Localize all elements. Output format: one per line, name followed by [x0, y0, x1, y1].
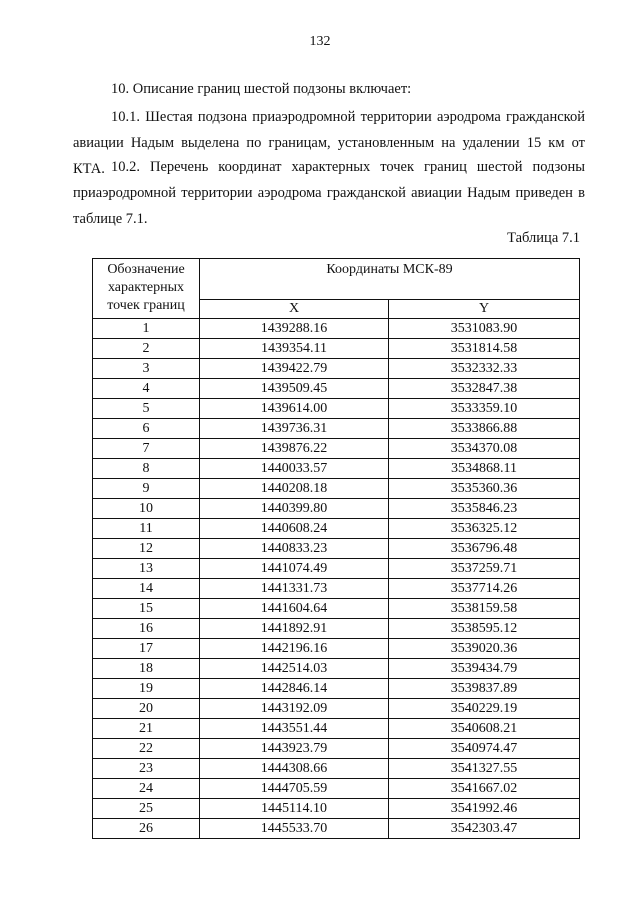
- y-coordinate-cell: 3537259.71: [389, 559, 580, 579]
- table-row: [93, 359, 580, 379]
- table-row: [93, 539, 580, 559]
- x-coordinate-cell: 1444308.66: [200, 759, 389, 779]
- y-coordinate-cell: 3539020.36: [389, 639, 580, 659]
- table-row: [93, 799, 580, 819]
- table-header-row: [93, 259, 580, 300]
- x-coordinate-cell: 1445114.10: [200, 799, 389, 819]
- table-row: [93, 819, 580, 839]
- point-id-cell: 1: [93, 319, 200, 339]
- table-row: [93, 419, 580, 439]
- point-id-cell: 25: [93, 799, 200, 819]
- paragraph-10-2: 10.2. Перечень координат характерных точек границ шестой подзоны приаэродромной территории аэродрома гражданской авиации Надым приведен в таблице 7.1.: [73, 159, 585, 227]
- table-row: [93, 479, 580, 499]
- y-coordinate-cell: 3535360.36: [389, 479, 580, 499]
- point-id-cell: 17: [93, 639, 200, 659]
- x-coordinate-cell: 1439354.11: [200, 339, 389, 359]
- x-coordinate-cell: 1439422.79: [200, 359, 389, 379]
- x-coordinate-cell: 1442196.16: [200, 639, 389, 659]
- table-row: [93, 679, 580, 699]
- table-row: [93, 459, 580, 479]
- point-id-cell: 13: [93, 559, 200, 579]
- y-coordinate-cell: 3541327.55: [389, 759, 580, 779]
- point-id-cell: 18: [93, 659, 200, 679]
- point-id-cell: 10: [93, 499, 200, 519]
- y-coordinate-cell: 3539837.89: [389, 679, 580, 699]
- point-id-cell: 22: [93, 739, 200, 759]
- table-row: [93, 659, 580, 679]
- point-id-cell: 24: [93, 779, 200, 799]
- table-body: [93, 319, 580, 839]
- point-id-cell: 6: [93, 419, 200, 439]
- y-coordinate-cell: 3537714.26: [389, 579, 580, 599]
- point-id-cell: 16: [93, 619, 200, 639]
- table-row: [93, 639, 580, 659]
- x-coordinate-cell: 1440399.80: [200, 499, 389, 519]
- header-coordinates: Координаты МСК-89: [200, 259, 580, 300]
- y-coordinate-cell: 3534370.08: [389, 439, 580, 459]
- paragraph-10-1: 10.1. Шестая подзона приаэродромной территории аэродрома гражданской авиации Надым выделена по границам, установленным на удалении 15 км от КТА.: [73, 109, 585, 177]
- table-row: [93, 619, 580, 639]
- point-id-cell: 9: [93, 479, 200, 499]
- y-coordinate-cell: 3533359.10: [389, 399, 580, 419]
- table-row: [93, 719, 580, 739]
- y-coordinate-cell: 3538159.58: [389, 599, 580, 619]
- x-coordinate-cell: 1443192.09: [200, 699, 389, 719]
- point-id-cell: 20: [93, 699, 200, 719]
- point-id-cell: 14: [93, 579, 200, 599]
- table-row: [93, 759, 580, 779]
- x-coordinate-cell: 1439509.45: [200, 379, 389, 399]
- y-coordinate-cell: 3540974.47: [389, 739, 580, 759]
- header-point-id: Обозначение характерных точек границ: [93, 259, 200, 319]
- table-row: [93, 699, 580, 719]
- y-coordinate-cell: 3532847.38: [389, 379, 580, 399]
- x-coordinate-cell: 1439614.00: [200, 399, 389, 419]
- table-row: [93, 599, 580, 619]
- table-caption: Таблица 7.1: [507, 230, 580, 246]
- x-coordinate-cell: 1442846.14: [200, 679, 389, 699]
- page-number: 132: [309, 34, 331, 49]
- y-coordinate-cell: 3542303.47: [389, 819, 580, 839]
- point-id-cell: 15: [93, 599, 200, 619]
- point-id-cell: 19: [93, 679, 200, 699]
- x-coordinate-cell: 1440833.23: [200, 539, 389, 559]
- table-row: [93, 319, 580, 339]
- x-coordinate-cell: 1443551.44: [200, 719, 389, 739]
- table-row: [93, 739, 580, 759]
- y-coordinate-cell: 3531083.90: [389, 319, 580, 339]
- y-coordinate-cell: 3534868.11: [389, 459, 580, 479]
- section-heading: 10. Описание границ шестой подзоны включает:: [111, 81, 412, 97]
- x-coordinate-cell: 1443923.79: [200, 739, 389, 759]
- point-id-cell: 26: [93, 819, 200, 839]
- x-coordinate-cell: 1441604.64: [200, 599, 389, 619]
- x-coordinate-cell: 1442514.03: [200, 659, 389, 679]
- point-id-cell: 7: [93, 439, 200, 459]
- point-id-cell: 2: [93, 339, 200, 359]
- header-x: X: [200, 300, 389, 319]
- x-coordinate-cell: 1440608.24: [200, 519, 389, 539]
- header-y: Y: [389, 300, 580, 319]
- y-coordinate-cell: 3535846.23: [389, 499, 580, 519]
- y-coordinate-cell: 3536325.12: [389, 519, 580, 539]
- table-row: [93, 379, 580, 399]
- table-row: [93, 779, 580, 799]
- table-row: [93, 499, 580, 519]
- x-coordinate-cell: 1444705.59: [200, 779, 389, 799]
- point-id-cell: 5: [93, 399, 200, 419]
- point-id-cell: 4: [93, 379, 200, 399]
- table-row: [93, 339, 580, 359]
- x-coordinate-cell: 1440208.18: [200, 479, 389, 499]
- point-id-cell: 21: [93, 719, 200, 739]
- coordinates-table: [92, 258, 580, 839]
- table-row: [93, 559, 580, 579]
- table-row: [93, 399, 580, 419]
- table-row: [93, 579, 580, 599]
- y-coordinate-cell: 3538595.12: [389, 619, 580, 639]
- x-coordinate-cell: 1441331.73: [200, 579, 389, 599]
- point-id-cell: 3: [93, 359, 200, 379]
- y-coordinate-cell: 3541992.46: [389, 799, 580, 819]
- x-coordinate-cell: 1445533.70: [200, 819, 389, 839]
- y-coordinate-cell: 3540608.21: [389, 719, 580, 739]
- x-coordinate-cell: 1440033.57: [200, 459, 389, 479]
- y-coordinate-cell: 3539434.79: [389, 659, 580, 679]
- x-coordinate-cell: 1439288.16: [200, 319, 389, 339]
- point-id-cell: 12: [93, 539, 200, 559]
- y-coordinate-cell: 3533866.88: [389, 419, 580, 439]
- y-coordinate-cell: 3540229.19: [389, 699, 580, 719]
- x-coordinate-cell: 1439736.31: [200, 419, 389, 439]
- point-id-cell: 8: [93, 459, 200, 479]
- point-id-cell: 23: [93, 759, 200, 779]
- x-coordinate-cell: 1439876.22: [200, 439, 389, 459]
- x-coordinate-cell: 1441074.49: [200, 559, 389, 579]
- table-row: [93, 519, 580, 539]
- y-coordinate-cell: 3531814.58: [389, 339, 580, 359]
- y-coordinate-cell: 3536796.48: [389, 539, 580, 559]
- x-coordinate-cell: 1441892.91: [200, 619, 389, 639]
- point-id-cell: 11: [93, 519, 200, 539]
- y-coordinate-cell: 3532332.33: [389, 359, 580, 379]
- table-row: [93, 439, 580, 459]
- y-coordinate-cell: 3541667.02: [389, 779, 580, 799]
